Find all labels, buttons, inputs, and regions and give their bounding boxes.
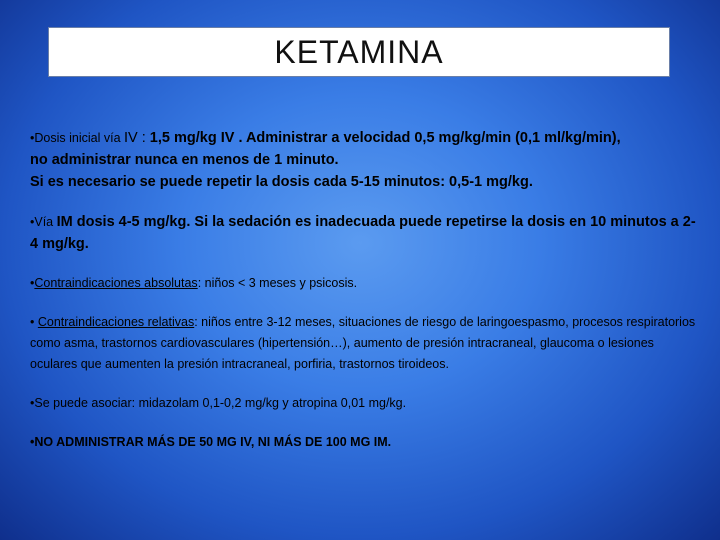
paragraph-initial-dose-iv <box>30 127 698 193</box>
relative-contraindications-text: : niños entre 3-12 meses, situaciones de riesgo de laringoespasmo, procesos respiratorios como asma, trastornos cardiovasculares (hipertensión…), aumento de presión intracraneal, glaucoma o lesiones oculares que aumenten la presión intracraneal, porfiria, trastornos tiroideos. <box>30 315 696 371</box>
iv-lead-label: •Dosis inicial vía <box>30 131 124 145</box>
slide-content <box>30 127 698 471</box>
im-lead-label: •Vía <box>30 215 57 229</box>
paragraph-relative-contraindications <box>30 312 698 375</box>
iv-dose-line3: Si es necesario se puede repetir la dosis cada 5-15 minutos: 0,5-1 mg/kg. <box>30 174 533 190</box>
paragraph-association <box>30 393 698 414</box>
absolute-contraindications-text: : niños < 3 meses y psicosis. <box>197 276 358 290</box>
iv-route-label: IV : <box>124 130 150 146</box>
slide-title: KETAMINA <box>274 33 444 70</box>
im-dose-text: IM dosis 4-5 mg/kg. Si la sedación es inadecuada puede repetirse la dosis en 10 minutos a 2-4 mg/kg. <box>30 214 696 252</box>
paragraph-absolute-contraindications <box>30 273 698 294</box>
paragraph-im-dose <box>30 211 698 255</box>
max-dose-warning-text: •NO ADMINISTRAR MÁS DE 50 MG IV, NI MÁS DE 100 MG IM. <box>30 435 392 449</box>
relative-contraindications-label: Contraindicaciones relativas <box>37 315 195 329</box>
paragraph-max-dose-warning <box>30 432 698 453</box>
bullet: • <box>30 315 38 329</box>
iv-dose-line2: no administrar nunca en menos de 1 minuto. <box>30 152 339 168</box>
iv-dose-line1: 1,5 mg/kg IV . Administrar a velocidad 0,5 mg/kg/min (0,1 ml/kg/min), <box>149 130 621 146</box>
association-text: •Se puede asociar: midazolam 0,1-0,2 mg/kg y atropina 0,01 mg/kg. <box>30 396 407 410</box>
bullet: • <box>30 276 35 290</box>
title-box <box>48 27 670 77</box>
absolute-contraindications-label: Contraindicaciones absolutas <box>34 276 198 290</box>
